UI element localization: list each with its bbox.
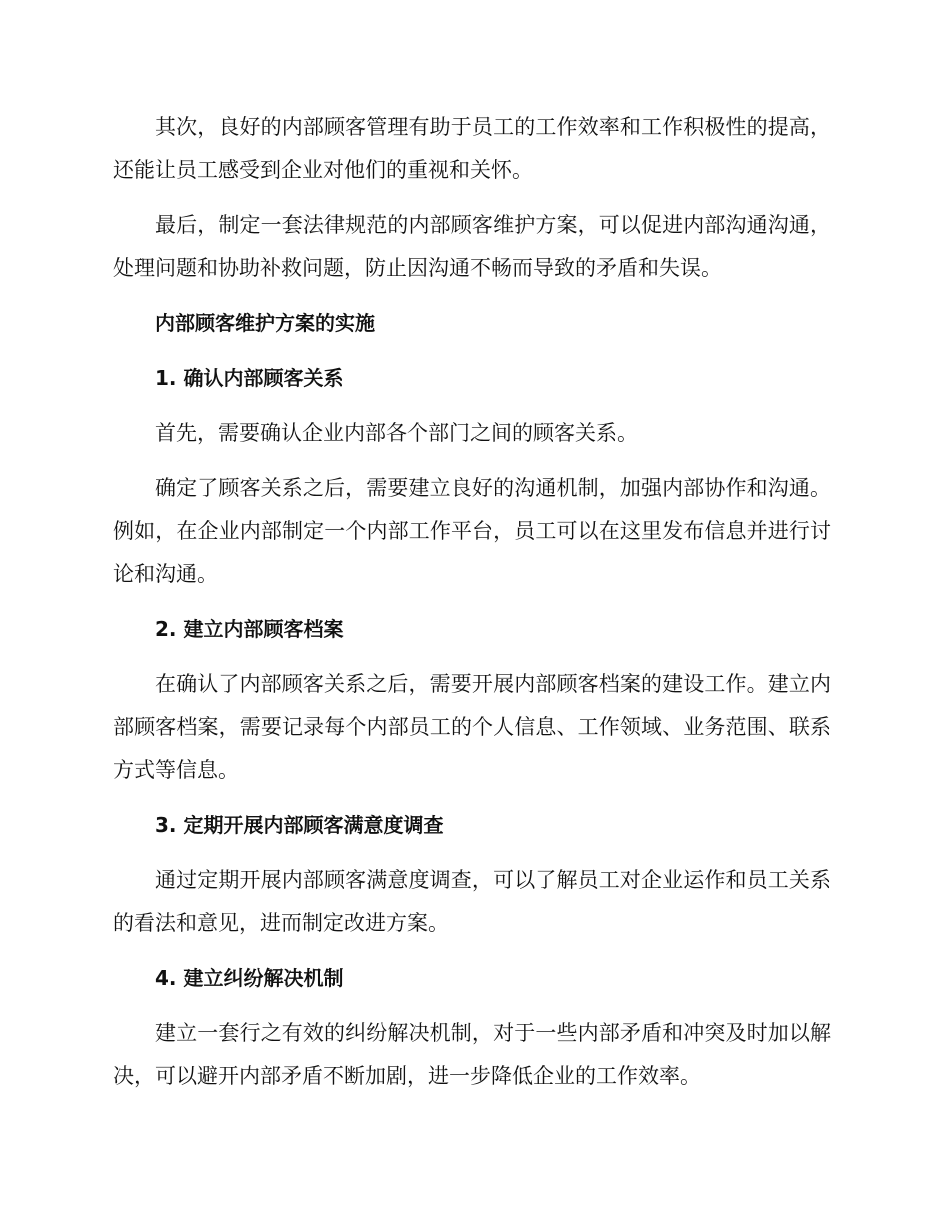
subheading-satisfaction-survey: 3. 定期开展内部顾客满意度调查	[155, 813, 444, 837]
paragraph-survey: 通过定期开展内部顾客满意度调查，可以了解员工对企业运作和员工关系的看法和意见，进而制定改进方案。	[113, 868, 831, 935]
subheading-confirm-relationship: 1. 确认内部顾客关系	[155, 366, 344, 390]
paragraph-communication-mechanism: 确定了顾客关系之后，需要建立良好的沟通机制，加强内部协作和沟通。例如，在企业内部制定一个内部工作平台，员工可以在这里发布信息并进行讨论和沟通。	[113, 476, 831, 586]
paragraph-employee-efficiency: 其次，良好的内部顾客管理有助于员工的工作效率和工作积极性的提高，还能让员工感受到企业对他们的重视和关怀。	[113, 115, 831, 182]
paragraph-archive-building: 在确认了内部顾客关系之后，需要开展内部顾客档案的建设工作。建立内部顾客档案，需要记录每个内部员工的个人信息、工作领域、业务范围、联系方式等信息。	[113, 672, 831, 782]
subheading-dispute-resolution: 4. 建立纠纷解决机制	[155, 966, 344, 990]
section-heading-implementation: 内部顾客维护方案的实施	[155, 311, 375, 335]
subheading-customer-archive: 2. 建立内部顾客档案	[155, 617, 344, 641]
document-page	[113, 106, 831, 1110]
paragraph-dispute-resolution: 建立一套行之有效的纠纷解决机制，对于一些内部矛盾和冲突及时加以解决，可以避开内部矛盾不断加剧，进一步降低企业的工作效率。	[113, 1021, 831, 1088]
paragraph-confirm-departments: 首先，需要确认企业内部各个部门之间的顾客关系。	[155, 421, 638, 445]
paragraph-legal-plan: 最后，制定一套法律规范的内部顾客维护方案，可以促进内部沟通沟通，处理问题和协助补救问题，防止因沟通不畅而导致的矛盾和失误。	[113, 213, 831, 280]
